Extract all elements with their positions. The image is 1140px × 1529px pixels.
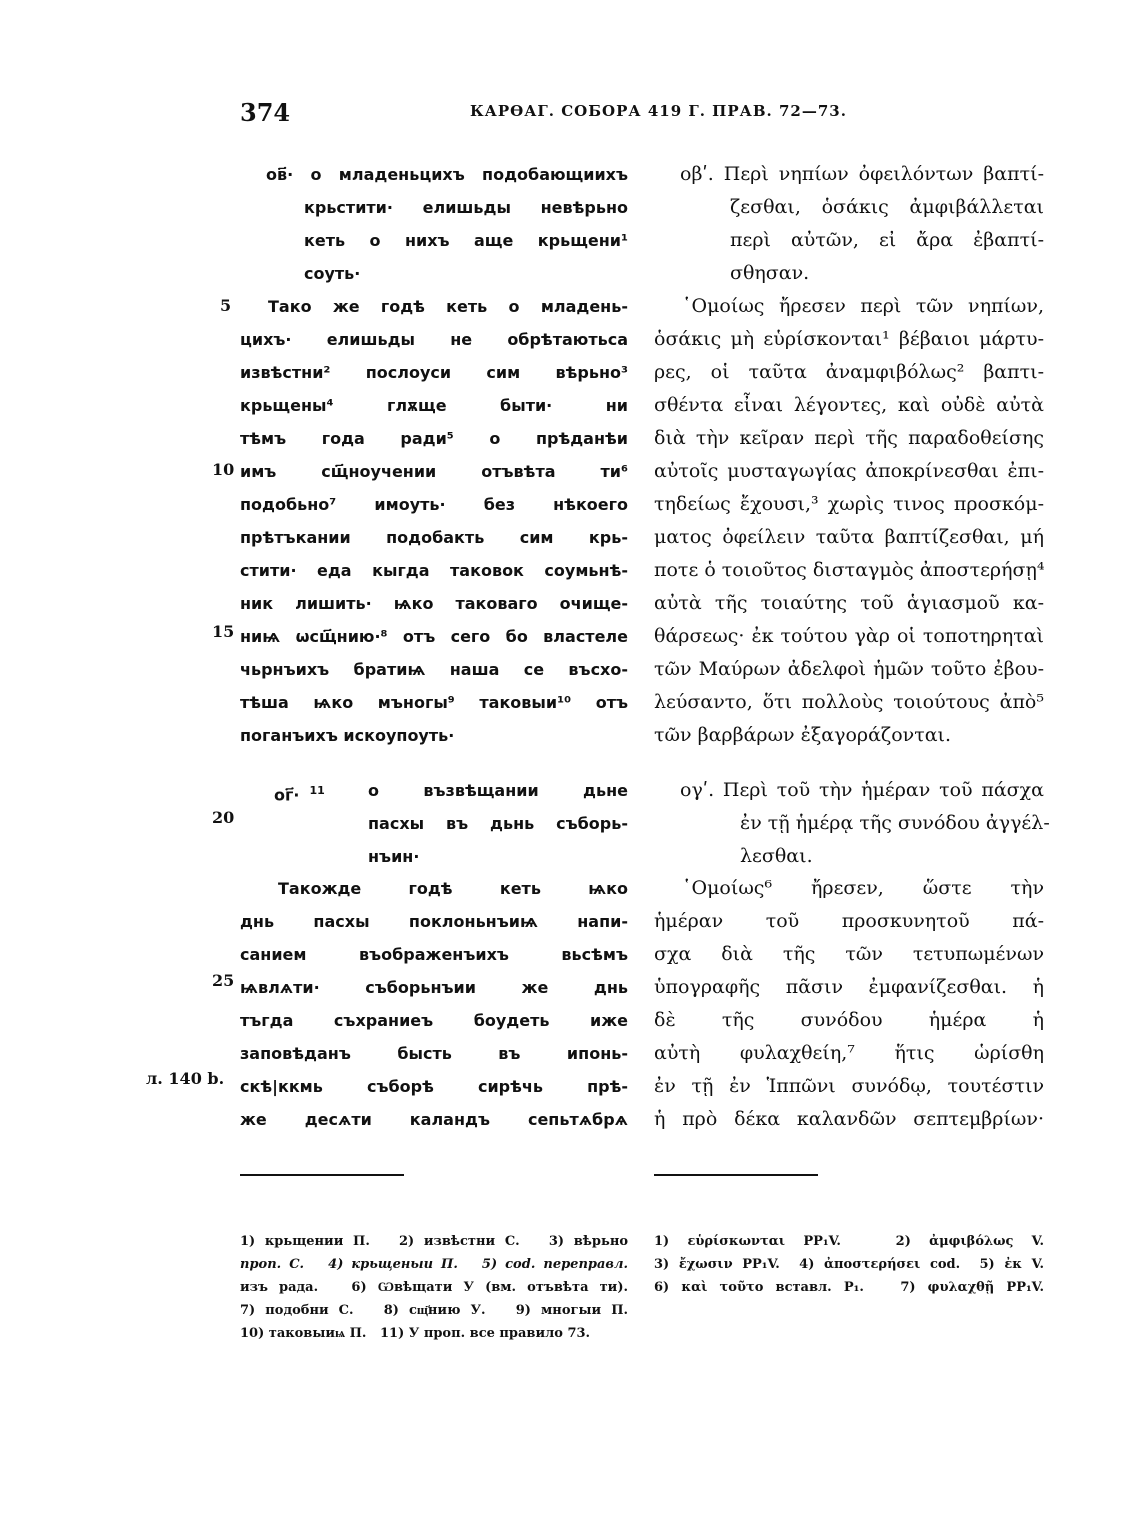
text-line: ὑπογραφῆς πᾶσιν ἐμφανίζεσθαι. ἡ bbox=[654, 976, 1044, 998]
text-line: тѣмъ года ради⁵ о прѣданѣи bbox=[240, 429, 628, 448]
text-line: Тако же годѣ кеть о младень- bbox=[268, 297, 628, 316]
text-line: тѣша ѩко мъногы⁹ таковыи¹⁰ отъ bbox=[240, 693, 628, 712]
text-line: σχα διὰ τῆς τῶν τετυπωμένων bbox=[654, 943, 1044, 965]
text-line: ρες, οἱ ταῦτα ἀναμφιβόλως² βαπτι- bbox=[654, 361, 1044, 383]
text-line: αὐτὰ τῆς τοιαύτης τοῦ ἁγιασμοῦ κα- bbox=[654, 592, 1044, 614]
heading-line: ов҃· о младеньцихъ подобающиихъ bbox=[266, 165, 628, 184]
text-line: ῾Ομοίως⁶ ἤρεσεν, ὥστε τὴν bbox=[682, 877, 1044, 899]
canon-73-greek-text bbox=[654, 872, 1044, 1136]
text-line: ῾Ομοίως ἤρεσεν περὶ τῶν νηπίων, bbox=[682, 295, 1044, 317]
text-line: днь пасхы поклоньнъиѩ напи- bbox=[240, 912, 628, 931]
canon-73-slavonic-text bbox=[240, 872, 628, 1136]
text-line: тъгда съхраниеъ боудеть иже bbox=[240, 1011, 628, 1030]
heading-line: кеть о нихъ аще крьщени¹ bbox=[304, 231, 628, 250]
footnote-line: 1) εὑρίσκωνται PP₁V. 2) ἀμφιβόλως V. bbox=[654, 1234, 1044, 1249]
text-line: θάρσεως· ἐκ τούτου γὰρ οἱ τοποτηρηταὶ bbox=[654, 625, 1044, 647]
text-line: τηδείως ἔχουσι,³ χωρὶς τινος προσκόμ- bbox=[654, 493, 1044, 515]
line-number-25: 25 bbox=[212, 971, 235, 990]
text-line: цихъ· елишьды не обрѣтаютьса bbox=[240, 330, 628, 349]
text-line: δὲ τῆς συνόδου ἡμέρα ἡ bbox=[654, 1009, 1044, 1031]
text-line: Такожде годѣ кеть ѩко bbox=[278, 879, 628, 898]
canon-number: ог҃· bbox=[274, 785, 300, 805]
text-line: ниѩ ѡсщ҃нию·⁸ отъ сего бо властеле bbox=[240, 627, 628, 646]
text-line: ѩвлѧти· съборьнъии же днь bbox=[240, 978, 628, 997]
text-line: τῶν Μαύρων ἀδελφοὶ ἡμῶν τοῦτο ἐβου- bbox=[654, 658, 1044, 680]
footnote-line: 3) ἔχωσιν PP₁V. 4) ἀποστερήσει cod. 5) ἐκ V. bbox=[654, 1257, 1044, 1272]
footnote-line: 7) подобни С. 8) сщ҃нию У. 9) многыи П. bbox=[240, 1303, 628, 1318]
text-line: ματος ὀφείλειν ταῦτα βαπτίζεσθαι, μή bbox=[654, 526, 1044, 548]
text-line: заповѣданъ бысть въ ипонь- bbox=[240, 1044, 628, 1063]
line-number-15: 15 bbox=[212, 622, 235, 641]
text-line: ἡ πρὸ δέκα καλανδῶν σεπτεμβρίων· bbox=[654, 1108, 1044, 1130]
text-line: ἐν τῇ ἐν Ἱππῶνι συνόδῳ, τουτέστιν bbox=[654, 1075, 1044, 1097]
canon-73-slavonic-heading bbox=[240, 774, 628, 873]
text-line: извѣстни² послоуси сим вѣрьно³ bbox=[240, 363, 628, 382]
heading-line: пасхы въ дьнь съборь- bbox=[368, 814, 628, 833]
heading-line: περὶ αὐτῶν, εἰ ἄρα ἐβαπτί- bbox=[730, 229, 1044, 251]
heading-line: ζεσθαι, ὁσάκις ἀμφιβάλλεται bbox=[730, 196, 1044, 218]
line-number-10: 10 bbox=[212, 460, 235, 479]
heading-line: соуть· bbox=[304, 264, 361, 283]
text-line: ποτε ὁ τοιοῦτος δισταγμὸς ἀποστερήσῃ⁴ bbox=[654, 559, 1045, 581]
text-line: αὐτὴ φυλαχθείη,⁷ ἥτις ὡρίσθη bbox=[654, 1042, 1044, 1064]
text-line: σθέντα εἶναι λέγοντες, καὶ οὐδὲ αὐτὰ bbox=[654, 394, 1044, 416]
text-line: ник лишить· ѩко таковаго очище- bbox=[240, 594, 628, 613]
heading-line: ογʹ. Περὶ τοῦ τὴν ἡμέραν τοῦ πάσχα bbox=[680, 779, 1044, 801]
text-line: стити· еда кыгда таковок соумьнѣ- bbox=[240, 561, 628, 580]
text-line: крьщены⁴ глѫще быти· ни bbox=[240, 396, 628, 415]
footnote-line: 6) καὶ τοῦτο вставл. P₁. 7) φυλαχθῇ PP₁V. bbox=[654, 1280, 1044, 1295]
heading-line: крьстити· елишьды невѣрьно bbox=[304, 198, 628, 217]
text-line: ἡμέραν τοῦ προσκυνητοῦ πά- bbox=[654, 910, 1044, 932]
canon-72-greek-heading bbox=[654, 158, 1044, 290]
heading-line: οβʹ. Περὶ νηπίων ὀφειλόντων βαπτί- bbox=[680, 163, 1044, 185]
footnote-line: изъ рада. 6) Ѡвѣщати У (вм. отъвѣта ти). bbox=[240, 1280, 628, 1295]
footnote-line: проп. С. 4) крьщеныи П. 5) cod. переправл. bbox=[240, 1257, 628, 1272]
footnotes-right bbox=[654, 1230, 1044, 1299]
heading-line: ἐν τῇ ἡμέρᾳ τῆς συνόδου ἀγγέλ- bbox=[740, 812, 1050, 834]
folio-marker: л. 140 b. bbox=[146, 1069, 225, 1088]
running-title: КАРѲАГ. СОБОРА 419 Г. ПРАВ. 72—73. bbox=[470, 102, 847, 120]
text-line: чьрнъихъ братиѩ наша се въсхо- bbox=[240, 660, 628, 679]
page-number: 374 bbox=[240, 98, 291, 127]
heading-line: λεσθαι. bbox=[740, 845, 813, 867]
footnote-line: 10) таковыиѩ П. 11) У проп. все правило 73. bbox=[240, 1326, 591, 1341]
text-line: διὰ τὴν κεῖραν περὶ τῆς παραδοθείσης bbox=[654, 427, 1044, 449]
canon-73-greek-heading bbox=[654, 774, 1050, 873]
text-line: поганъихъ искоупоуть· bbox=[240, 726, 455, 745]
text-line: прѣтъкании подобакть сим крь- bbox=[240, 528, 628, 547]
footnote-ref: 11 bbox=[309, 784, 325, 797]
text-line: λεύσαντο, ὅτι πολλοὺς τοιούτους ἀπὸ⁵ bbox=[654, 691, 1044, 713]
footnote-line: 1) крьщении П. 2) извѣстни С. 3) вѣрьно bbox=[240, 1234, 628, 1249]
heading-line: σθησαν. bbox=[730, 262, 810, 284]
text-line: санием въображенъихъ вьсѣмъ bbox=[240, 945, 628, 964]
canon-72-greek-text bbox=[654, 290, 1044, 752]
text-line: же десѧти каландъ сепьтѧбрѧ bbox=[240, 1110, 628, 1129]
canon-72-slavonic-heading bbox=[240, 158, 628, 290]
text-line: скѣ|ккмь съборѣ сирѣчь прѣ- bbox=[240, 1077, 628, 1096]
heading-line: о възвѣщании дьне bbox=[368, 781, 628, 800]
text-line: ὁσάκις μὴ εὑρίσκονται¹ βέβαιοι μάρτυ- bbox=[654, 328, 1044, 350]
text-line: αὐτοῖς μυσταγωγίας ἀποκρίνεσθαι ἐπι- bbox=[654, 460, 1044, 482]
heading-line: нъин· bbox=[368, 847, 420, 866]
footnotes-left bbox=[240, 1230, 628, 1345]
footnote-rule-left bbox=[240, 1174, 404, 1176]
text-line: τῶν βαρβάρων ἐξαγοράζονται. bbox=[654, 724, 952, 746]
text-line: имъ сщ҃ноучении отъвѣта ти⁶ bbox=[240, 462, 628, 481]
canon-72-slavonic-text bbox=[240, 290, 628, 752]
line-number-20: 20 bbox=[212, 808, 235, 827]
text-line: подобьно⁷ имоуть· без нѣкоего bbox=[240, 495, 628, 514]
line-number-5: 5 bbox=[220, 296, 232, 315]
footnote-rule-right bbox=[654, 1174, 818, 1176]
